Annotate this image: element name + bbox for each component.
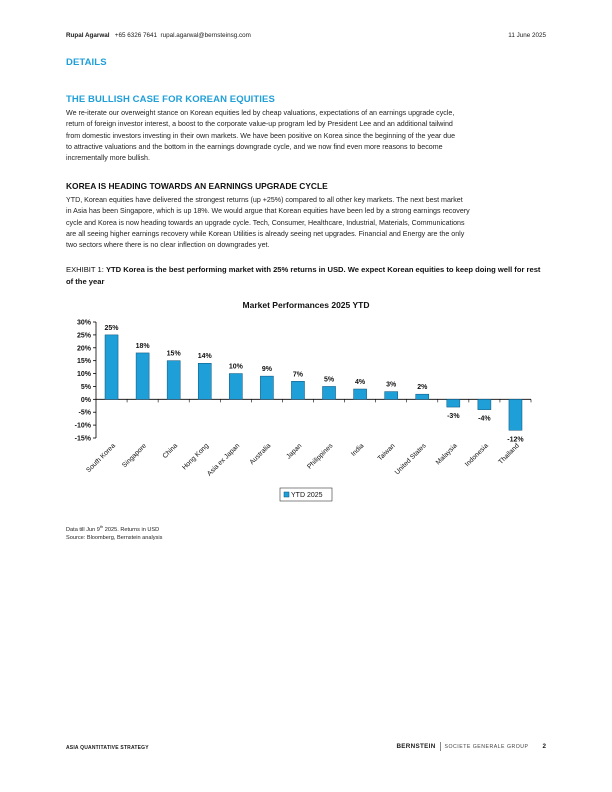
category-label: Japan bbox=[285, 442, 304, 461]
market-performance-chart bbox=[66, 292, 546, 514]
bar bbox=[447, 399, 460, 407]
legend-label: YTD 2025 bbox=[291, 492, 323, 499]
category-label: Thailand bbox=[497, 442, 521, 466]
page-header bbox=[66, 32, 546, 44]
data-label: 9% bbox=[261, 366, 272, 374]
data-label: 5% bbox=[323, 376, 335, 384]
section2-body bbox=[66, 195, 548, 251]
chart-bars bbox=[105, 325, 525, 443]
bar bbox=[260, 376, 273, 399]
data-label: 15% bbox=[166, 350, 181, 358]
group-name: SOCIETE GENERALE GROUP bbox=[444, 743, 529, 750]
category-label: India bbox=[350, 442, 366, 458]
text-line: incrementally more bullish. bbox=[66, 154, 150, 163]
text-line: in Asia has been Singapore, which is up 18%. We would argue that Korean equities have been led by a strong earnings recovery bbox=[66, 207, 470, 216]
y-tick-label: 0% bbox=[80, 396, 91, 404]
section2-heading: KOREA IS HEADING TOWARDS AN EARNINGS UPGRADE CYCLE bbox=[66, 181, 328, 191]
chart-notes bbox=[66, 523, 162, 543]
bar bbox=[416, 394, 429, 399]
data-label: 25% bbox=[104, 324, 119, 332]
section1-body bbox=[66, 108, 548, 164]
report-date: 11 June 2025 bbox=[508, 32, 546, 39]
data-label: 18% bbox=[135, 342, 150, 350]
data-label: 7% bbox=[292, 371, 304, 379]
chart-legend bbox=[280, 488, 332, 501]
y-tick-label: -15% bbox=[74, 435, 91, 443]
author-email[interactable]: rupal.agarwal@bernsteinsg.com bbox=[160, 32, 251, 39]
legend-swatch bbox=[284, 492, 289, 497]
data-label: 4% bbox=[355, 379, 366, 387]
category-label: Singapore bbox=[121, 442, 149, 470]
footer-strategy-label: ASIA QUANTITATIVE STRATEGY bbox=[66, 745, 149, 751]
exhibit-caption bbox=[66, 264, 548, 288]
text-line: from domestic investors investing in their own markets. We have been positive on Korea since the beginning of the year due bbox=[66, 131, 456, 140]
category-label: Australia bbox=[248, 442, 273, 467]
category-label: Malaysia bbox=[434, 442, 459, 467]
text-line: are all seeing higher earnings recovery while Korean Utilities is already seeing net upgrades. Financial and Energy are the only bbox=[66, 229, 465, 238]
category-label: South Korea bbox=[85, 442, 117, 475]
chart-title: Market Performances 2025 YTD bbox=[242, 300, 370, 310]
exhibit-label: EXHIBIT 1: bbox=[66, 265, 104, 274]
category-label: Asia ex Japan bbox=[206, 442, 242, 478]
bar bbox=[509, 399, 522, 430]
data-label: 3% bbox=[386, 381, 397, 389]
bar bbox=[291, 381, 304, 399]
bar bbox=[229, 374, 242, 400]
text-line: to attractive valuations and the bottom in the earnings downgrade cycle, and we now find even more reasons to become bbox=[66, 142, 443, 151]
bar bbox=[198, 363, 211, 399]
y-tick-label: 5% bbox=[80, 383, 91, 391]
text-line: return of foreign investor interest, a boost to the corporate value-up program led by President Lee and an additional tailwind bbox=[66, 120, 453, 129]
bar bbox=[105, 335, 118, 399]
data-label: 10% bbox=[228, 363, 243, 371]
page-number: 2 bbox=[542, 743, 546, 750]
bar bbox=[167, 361, 180, 400]
y-tick-label: 25% bbox=[76, 332, 91, 340]
page-footer bbox=[396, 742, 546, 751]
text-line: cycle and Korea is now heading towards an upgrade cycle. Tech, Consumer, Healthcare, Industrial, Materials, Communications bbox=[66, 218, 465, 227]
text-line: We re-iterate our overweight stance on Korean equities led by cheap valuations, expectations of an earnings upgrade cycle, bbox=[66, 109, 455, 117]
category-label: Philippines bbox=[306, 442, 335, 471]
data-label: -4% bbox=[478, 415, 491, 423]
bar bbox=[136, 353, 149, 399]
header-contact bbox=[66, 32, 251, 44]
source-note: Source: Bloomberg, Bernstein analysis bbox=[66, 535, 163, 542]
data-note: Data till Jun 9th 2025. Returns in USD bbox=[66, 524, 160, 533]
details-heading: DETAILS bbox=[66, 57, 107, 68]
author-phone: +65 6326 7641 bbox=[114, 32, 157, 39]
section1-heading: THE BULLISH CASE FOR KOREAN EQUITIES bbox=[66, 94, 275, 105]
y-tick-label: 15% bbox=[76, 358, 91, 366]
y-tick-label: -10% bbox=[74, 422, 91, 430]
data-label: 14% bbox=[197, 353, 212, 361]
category-label: China bbox=[161, 442, 180, 460]
text-line: YTD, Korean equities have delivered the strongest returns (up +25%) compared to all other key markets. The next best market bbox=[66, 196, 463, 204]
logo-divider bbox=[440, 742, 441, 751]
data-label: -3% bbox=[447, 413, 460, 421]
y-tick-label: 30% bbox=[76, 319, 91, 327]
author-name: Rupal Agarwal bbox=[66, 32, 110, 39]
category-label: Indonesia bbox=[464, 442, 490, 469]
text-line: two sectors where there is no clear inflection on downgrades yet. bbox=[66, 241, 270, 250]
category-label: Taiwan bbox=[376, 442, 397, 463]
data-label: -12% bbox=[507, 436, 524, 444]
y-tick-label: -5% bbox=[78, 409, 91, 417]
bar bbox=[385, 392, 398, 400]
exhibit-title: YTD Korea is the best performing market with 25% returns in USD. We expect Korean equities to keep doing well for rest of the year bbox=[66, 265, 541, 286]
y-tick-label: 20% bbox=[76, 345, 91, 353]
bernstein-logo: BERNSTEIN bbox=[396, 743, 436, 750]
bar bbox=[478, 399, 491, 409]
data-label: 2% bbox=[417, 384, 428, 392]
category-label: United States bbox=[393, 442, 428, 477]
bar bbox=[354, 389, 367, 399]
bar bbox=[323, 386, 336, 399]
y-tick-label: 10% bbox=[76, 371, 91, 379]
category-label: Hong Kong bbox=[181, 442, 211, 472]
